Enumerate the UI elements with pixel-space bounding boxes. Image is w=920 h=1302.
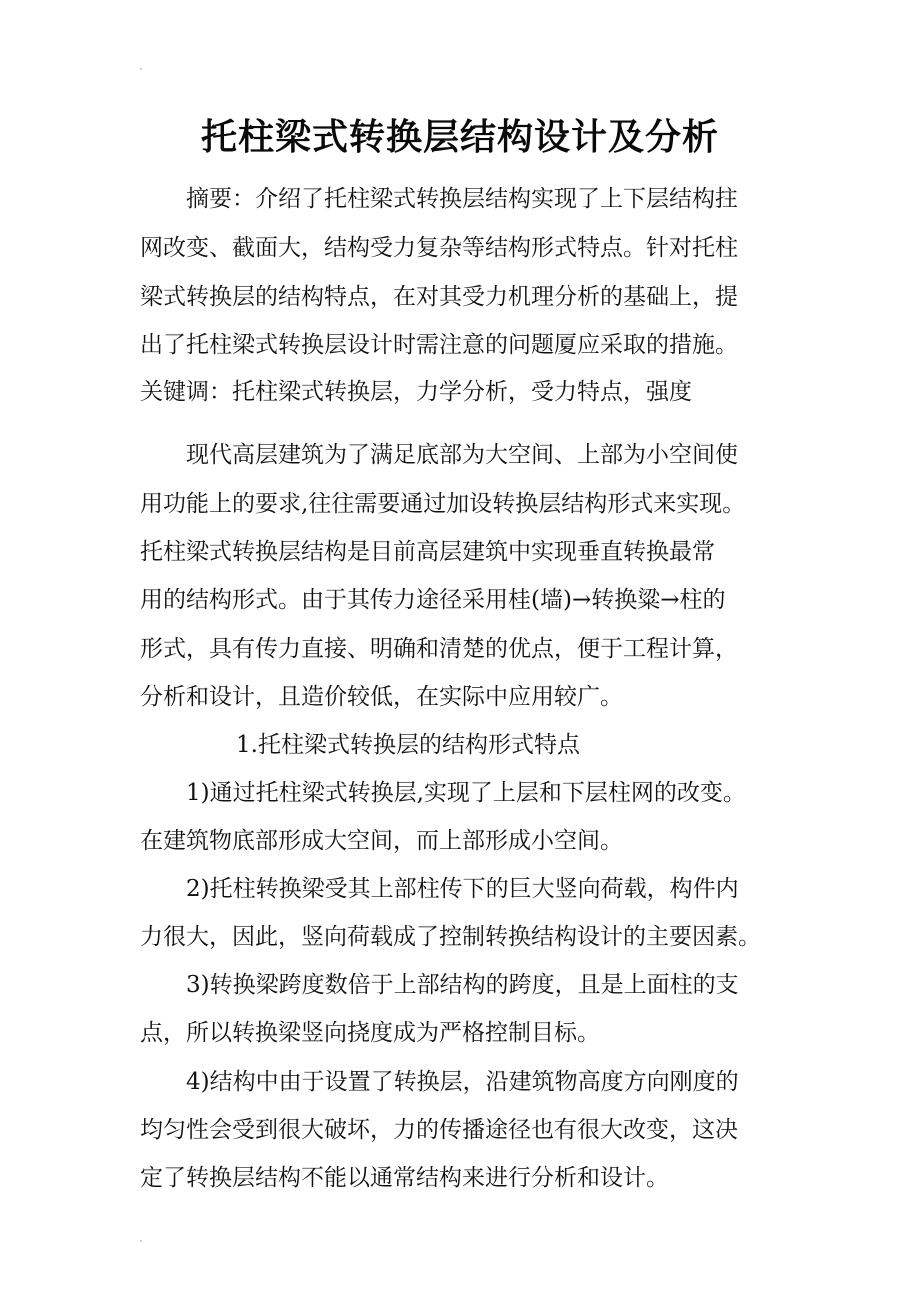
item-2-line-1: 2)托柱转换梁受其上部柱传下的巨大竖向荷载，构件内 (186, 876, 739, 902)
body-line-5: 形式，具有传力直接、明确和清楚的优点，便于工程计算， (140, 636, 738, 662)
body-line-6: 分析和设计，且造价较低，在实际中应用较广。 (140, 684, 623, 710)
item-1-line-1: 1)通过托柱梁式转换层,实现了上层和下层柱网的改变。 (186, 780, 746, 806)
keywords-line: 关键调：托柱梁式转换层，力学分析，受力特点，强度 (140, 379, 692, 405)
abstract-line-4: 出了托柱梁式转换层设计时需注意的问题厦应采取的措施。 (140, 332, 738, 358)
body-line-4: 用的结构形式。由于其传力途径采用桂(墙)→转换粱→柱的 (140, 587, 726, 613)
body-line-1: 现代高层建筑为了满足底部为大空间、上部为小空间使 (186, 442, 738, 468)
body-line-2: 用功能上的要求,往往需要通过加设转换层结构形式来实现。 (140, 491, 746, 517)
scan-speck (140, 1240, 142, 1242)
item-3-line-2: 点，所以转换梁竖向挠度成为严格控制目标。 (140, 1020, 600, 1046)
abstract-line-3: 梁式转换层的结构特点，在对其受力机理分析的基础上，提 (140, 284, 738, 310)
item-4-line-2: 均匀性会受到很大破坏，力的传播途径也有很大改变，这决 (140, 1117, 738, 1143)
document-title: 托柱梁式转换层结构设计及分析 (200, 116, 719, 158)
item-2-line-2: 力很大，因此，竖向荷载成了控制转换结构设计的主要因素。 (140, 924, 761, 950)
section-heading: 1.托柱梁式转换层的结构形式特点 (236, 732, 580, 758)
abstract-line-2: 网改变、截面大，结构受力复杂等结构形式特点。针对托柱 (140, 235, 738, 261)
abstract-line-1: 摘要：介绍了托柱梁式转换层结构实现了上下层结构拄 (186, 186, 738, 212)
item-4-line-1: 4)结构中由于设置了转换层，沿建筑物高度方向刚度的 (186, 1069, 739, 1095)
item-4-line-3: 定了转换层结构不能以通常结构来进行分析和设计。 (140, 1165, 669, 1191)
item-1-line-2: 在建筑物底部形成大空间，而上部形成小空间。 (140, 828, 623, 854)
item-3-line-1: 3)转换梁跨度数倍于上部结构的跨度，且是上面柱的支 (186, 972, 739, 998)
body-line-3: 托柱梁式转换层结构是目前高层建筑中实现垂直转换最常 (140, 539, 715, 565)
scan-speck (140, 68, 142, 70)
